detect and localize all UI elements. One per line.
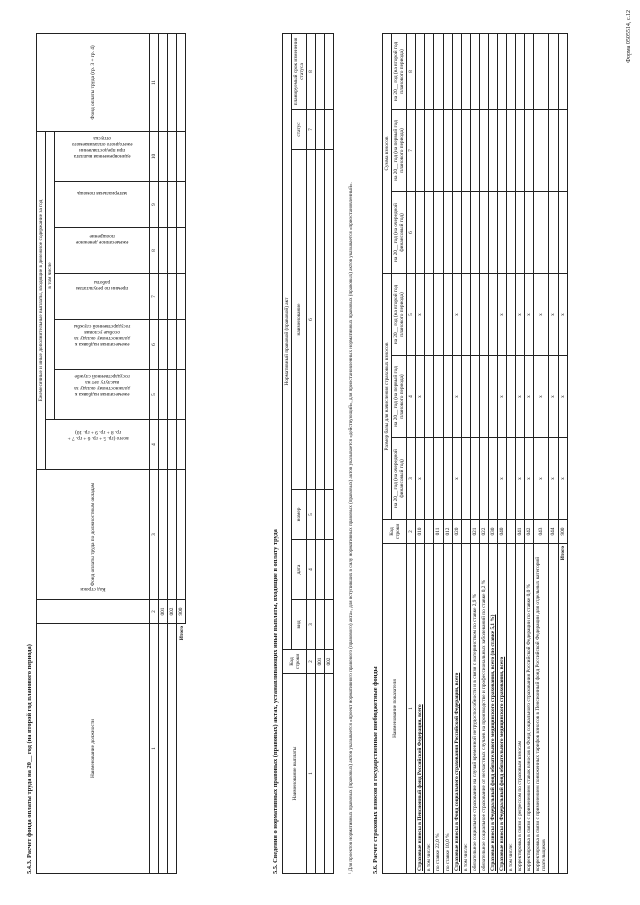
acts-table (282, 33, 334, 874)
value-cell (549, 191, 558, 273)
col-number: номер (292, 490, 307, 540)
indicator-name: в том числе: (461, 544, 470, 874)
value-cell (434, 273, 443, 355)
indicator-name: в том числе: (507, 544, 516, 874)
col-year-2: на 20__ год (на первый год планового периода) (392, 109, 407, 191)
col-indicator: Наименование показателя (383, 544, 407, 874)
col-base: Размер базы для начисления страховых взносов (383, 273, 392, 519)
col-7: премии по результатам работы (55, 274, 150, 320)
row-code: 042 (525, 520, 534, 544)
indicator-name: Страховые взносы в Фонд социального страхования Российской Федерации, всего (452, 544, 461, 874)
value-cell: x (452, 356, 461, 438)
col-salary-fund: Фонд оплаты труда по должностным окладам (37, 470, 150, 600)
col-payments: Ежемесячные и иные дополнительные выплаты, входящие в денежное содержание за год (37, 131, 46, 469)
value-cell: x (516, 273, 525, 355)
col-act-name: наименование (292, 150, 307, 490)
row-code (461, 520, 470, 544)
row-code: 020 (452, 520, 461, 544)
col-code: Код строки (37, 600, 150, 624)
indicator-name: корректировка в связи с применением пониженных тарифов взносов в Пенсионный фонд Российской Федерации для отдельных категорий плательщиков (534, 544, 549, 874)
row-code: 044 (549, 520, 558, 544)
value-cell (434, 109, 443, 191)
value-cell (516, 191, 525, 273)
value-cell (488, 33, 497, 109)
row-code (425, 520, 434, 544)
value-cell (452, 191, 461, 273)
insurance-table (382, 33, 568, 874)
col-status: статус (292, 110, 307, 150)
form-number: Форма 0505514, с.12 (626, 10, 632, 63)
value-cell (507, 33, 516, 109)
table-row: 002 (325, 33, 334, 873)
value-cell (507, 273, 516, 355)
col-planned: планируемый срок изменения статуса (292, 33, 307, 109)
row-code (507, 520, 516, 544)
value-cell (461, 356, 470, 438)
value-cell (416, 109, 425, 191)
value-cell (434, 438, 443, 520)
col-year-2: на 20__ год (на первый год планового периода) (392, 356, 407, 438)
value-cell (434, 356, 443, 438)
row-code: 022 (479, 520, 488, 544)
value-cell (425, 109, 434, 191)
value-cell (470, 273, 479, 355)
col-code: Код строки (283, 650, 307, 674)
table-row (443, 33, 452, 873)
value-cell (461, 273, 470, 355)
value-cell: x (558, 356, 567, 438)
table-row (479, 33, 488, 873)
value-cell (434, 191, 443, 273)
value-cell: x (558, 273, 567, 355)
col-position: Наименование должности (37, 624, 150, 874)
value-cell: x (452, 273, 461, 355)
total-row (558, 33, 567, 873)
value-cell (425, 356, 434, 438)
col-8: ежемесячное денежное поощрение (55, 228, 150, 274)
value-cell (470, 109, 479, 191)
value-cell (425, 191, 434, 273)
value-cell (488, 438, 497, 520)
col-year-3: на 20__ год (на второй год планового периода) (392, 273, 407, 355)
value-cell: x (525, 438, 534, 520)
col-fot: Фонд оплаты труда (гр. 3 + гр. 4) (37, 33, 150, 131)
indicator-name: обязательное социальное страхование на случай временной нетрудоспособности и в связи с материнством по ставке 2,9 % (470, 544, 479, 874)
value-cell (498, 33, 507, 109)
footnote: ¹ Для проектов нормативных правовых (правовых) актов указывается «проект нормативного правового (правового) акта», для вступивших в силу нормативных правовых (правовых) актов указывается «действующий», для приостановленных нормативных правовых (правовых) актов указывается «приостановленный». (348, 182, 354, 874)
table-row (516, 33, 525, 873)
table-row (498, 33, 507, 873)
value-cell (507, 109, 516, 191)
indicator-name (549, 544, 558, 874)
value-cell (479, 109, 488, 191)
value-cell (443, 191, 452, 273)
value-cell: x (498, 273, 507, 355)
value-cell (558, 33, 567, 109)
value-cell (498, 191, 507, 273)
value-cell (549, 109, 558, 191)
col-year-3: на 20__ год (на второй год планового периода) (392, 33, 407, 109)
row-code: 043 (534, 520, 549, 544)
value-cell: x (549, 273, 558, 355)
value-cell (425, 33, 434, 109)
table-row (534, 33, 549, 873)
row-code: 040 (498, 520, 507, 544)
value-cell (470, 191, 479, 273)
col-5: ежемесячная надбавка к должностному окладу за выслугу лет на государственной службе (55, 370, 150, 420)
value-cell (534, 33, 549, 109)
value-cell (470, 438, 479, 520)
row-code: 012 (443, 520, 452, 544)
row-code: 030 (488, 520, 497, 544)
indicator-name: обязательное социальное страхование от несчастных случаев на производстве и профессиональных заболеваний по ставке 0,2 % (479, 544, 488, 874)
table-row (461, 33, 470, 873)
table-row (525, 33, 534, 873)
value-cell (488, 356, 497, 438)
table-row (549, 33, 558, 873)
value-cell: x (534, 356, 549, 438)
value-cell (479, 191, 488, 273)
value-cell (461, 438, 470, 520)
col-total: всего (гр. 5 + гр. 6 + гр. 7 + гр. 8 + гр. 9 + гр. 10) (46, 420, 150, 470)
value-cell (498, 109, 507, 191)
value-cell: x (558, 438, 567, 520)
table-row (488, 33, 497, 873)
value-cell (525, 191, 534, 273)
value-cell (488, 109, 497, 191)
value-cell: x (549, 438, 558, 520)
value-cell (479, 438, 488, 520)
col-10: единовременная выплата при предоставлении ежегодного оплачиваемого отпуска (55, 131, 150, 181)
value-cell (488, 191, 497, 273)
value-cell (488, 273, 497, 355)
value-cell (416, 33, 425, 109)
value-cell (461, 33, 470, 109)
value-cell (507, 438, 516, 520)
col-payment-name: Наименование выплаты (283, 674, 307, 874)
value-cell (516, 33, 525, 109)
value-cell (516, 109, 525, 191)
col-incl: в том числе (46, 131, 55, 419)
value-cell (534, 109, 549, 191)
value-cell: x (416, 356, 425, 438)
value-cell: x (525, 356, 534, 438)
table-row (425, 33, 434, 873)
value-cell (479, 356, 488, 438)
table-row (452, 33, 461, 873)
value-cell (479, 273, 488, 355)
section-55-title: 5.5. Сведения о нормативных правовых (правовых) актах, устанавливающих иные выплаты, входящие в оплату труда (272, 529, 279, 874)
value-cell (443, 109, 452, 191)
col-kind: вид (292, 600, 307, 650)
indicator-name: Страховые взносы в Федеральный фонд обязательного медицинского страхования, всего (498, 544, 507, 874)
value-cell (479, 33, 488, 109)
col-9: материальная помощь (55, 182, 150, 228)
numbering-row: 1 2 3 4 5 6 7 8 9 10 11 (150, 33, 159, 873)
col-act: Нормативный правовой (правовой) акт (283, 33, 292, 649)
value-cell (443, 356, 452, 438)
value-cell (452, 109, 461, 191)
col-year-1: на 20__ год (на очередной финансовый год) (392, 191, 407, 273)
value-cell (443, 438, 452, 520)
table-row (416, 33, 425, 873)
value-cell: x (534, 438, 549, 520)
total-label: Итого (558, 544, 567, 874)
indicator-name: в том числе: (425, 544, 434, 874)
numbering-row: 1 2 3 4 5 6 7 8 (307, 33, 316, 873)
value-cell (549, 33, 558, 109)
indicator-name: Страховые взносы в Пенсионный фонд Российской Федерации, всего (416, 544, 425, 874)
value-cell (525, 33, 534, 109)
row-code: 041 (516, 520, 525, 544)
value-cell: x (498, 356, 507, 438)
value-cell: x (525, 273, 534, 355)
value-cell: x (534, 273, 549, 355)
value-cell: x (498, 438, 507, 520)
indicator-name: Страховые взносы в Федеральный фонд обязательного медицинского страхования, всего (по ставке 5,1 %) (488, 544, 497, 874)
indicator-name: корректировка в связи с применением ставок взносов в Фонд социального страхования Российской Федерации по ставке 0,0 % (525, 544, 534, 874)
table-row: 002 (168, 33, 177, 873)
value-cell: x (416, 273, 425, 355)
numbering-row: 1 2 3 4 5 6 7 8 (407, 33, 416, 873)
row-code: 900 (558, 520, 567, 544)
indicator-name: корректировка в связи с регрессом по страховым взносам (516, 544, 525, 874)
fot-table (36, 33, 186, 874)
col-sum: Сумма взносов (383, 33, 392, 273)
col-year-1: на 20__ год (на очередной финансовый год) (392, 438, 407, 520)
value-cell (461, 109, 470, 191)
value-cell: x (516, 356, 525, 438)
col-6: ежемесячная надбавка к должностному окладу за особые условия государственной службы (55, 320, 150, 370)
section-543-title: 5.4.3. Расчет фонда оплаты труда на 20__ год (на второй год планового периода) (26, 644, 33, 874)
value-cell (461, 191, 470, 273)
col-date: дата (292, 540, 307, 600)
value-cell (534, 191, 549, 273)
total-row: Итого 900 (177, 33, 186, 873)
table-row (507, 33, 516, 873)
table-row: 001 (159, 33, 168, 873)
value-cell: x (516, 438, 525, 520)
value-cell (443, 33, 452, 109)
value-cell (425, 438, 434, 520)
value-cell (470, 33, 479, 109)
value-cell (434, 33, 443, 109)
value-cell (507, 191, 516, 273)
value-cell (443, 273, 452, 355)
row-code: 021 (470, 520, 479, 544)
table-row: 001 (316, 33, 325, 873)
value-cell (470, 356, 479, 438)
value-cell: x (549, 356, 558, 438)
table-row (434, 33, 443, 873)
value-cell (558, 109, 567, 191)
indicator-name: по ставке 10,0 % (443, 544, 452, 874)
table-row (470, 33, 479, 873)
indicator-name: по ставке 22,0 % (434, 544, 443, 874)
row-code: 011 (434, 520, 443, 544)
value-cell (452, 33, 461, 109)
col-code: Код строки (383, 520, 407, 544)
value-cell (507, 356, 516, 438)
value-cell (558, 191, 567, 273)
value-cell (416, 191, 425, 273)
value-cell (525, 109, 534, 191)
value-cell (425, 273, 434, 355)
value-cell: x (452, 438, 461, 520)
section-56-title: 5.6. Расчет страховых взносов в государственные внебюджетные фонды (372, 666, 379, 874)
rotated-page (22, 22, 634, 882)
row-code: 010 (416, 520, 425, 544)
value-cell: x (416, 438, 425, 520)
